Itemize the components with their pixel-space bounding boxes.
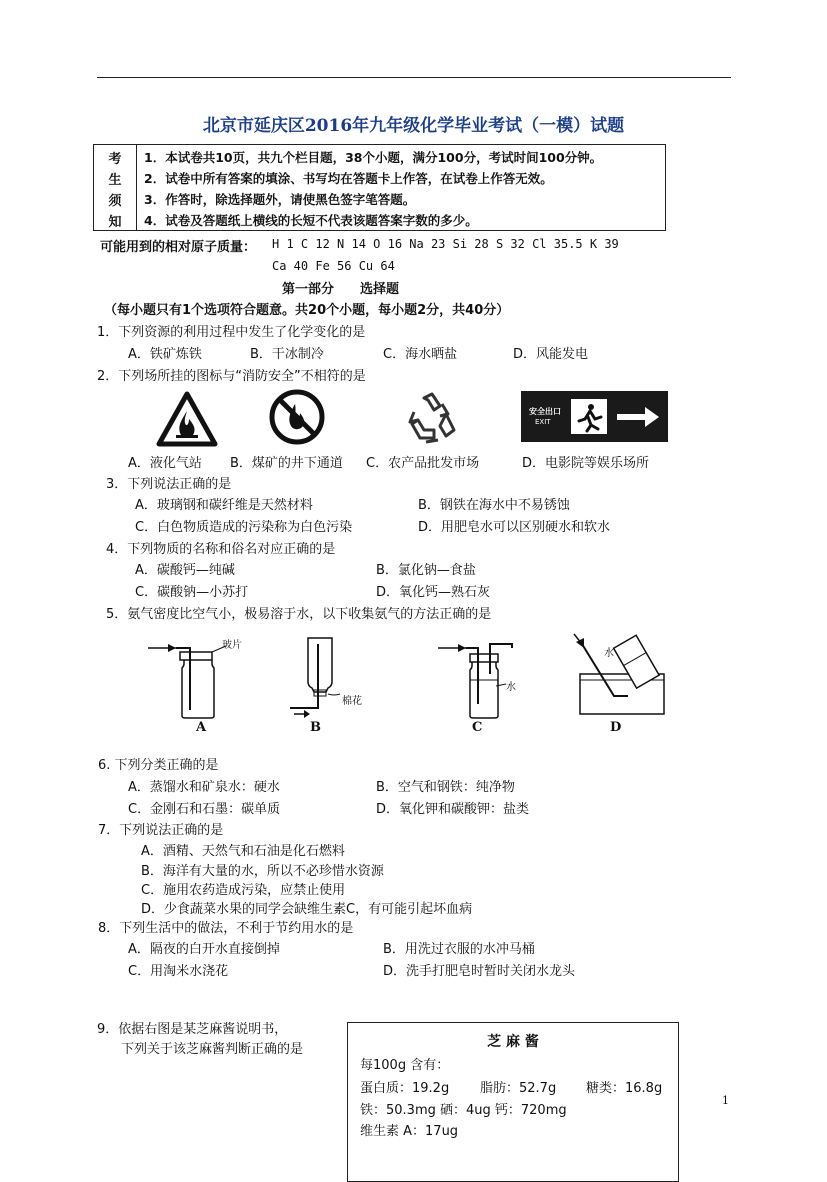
apparatus-d-note: 水 [604,648,614,659]
q5-stem: 5．氨气密度比空气小，极易溶于水，以下收集氨气的方法正确的是 [106,607,492,622]
q1-option-b: B．干冰制冷 [250,347,324,362]
label-vitamin-a: 维生素 A：17ug [360,1124,459,1139]
label-minerals: 铁：50.3mg 硒：4ug 钙：720mg [360,1103,567,1118]
gas-collection-apparatus-c [432,634,532,724]
apparatus-c-letter: C [472,720,483,735]
q4-option-a: A．碳酸钙—纯碱 [135,563,235,578]
label-per-100g: 每100g 含有： [360,1058,450,1073]
q8-option-c: C．用淘米水浇花 [128,964,229,979]
atomic-mass-line-2: Ca 40 Fe 56 Cu 64 [272,259,395,273]
apparatus-d-letter: D [610,720,622,735]
notice-line: 2．试卷中所有答案的填涂、书写均在答题卡上作答，在试卷上作答无效。 [144,171,553,186]
notice-line: 3．作答时，除选择题外，请使黑色签字笔答题。 [144,192,416,207]
notice-side-label [94,145,137,230]
no-open-flame-icon [268,388,326,446]
q3-stem: 3．下列说法正确的是 [106,477,232,492]
q4-option-d: D．氧化钙—熟石灰 [376,585,491,600]
exit-sign-en-text: EXIT [535,418,551,426]
atomic-mass-label: 可能用到的相对原子质量： [100,240,257,255]
q9-stem-line-2: 下列关于该芝麻酱判断正确的是 [121,1042,304,1057]
q8-option-b: B．用洗过衣服的水冲马桶 [383,942,535,957]
label-carbohydrate: 糖类：16.8g [586,1081,663,1096]
exit-sign-cn-text: 安全出口 [529,407,561,416]
apparatus-b-note: 棉花 [342,696,362,707]
q9-stem-line-1: 9．依据右图是某芝麻酱说明书， [97,1022,288,1037]
label-protein: 蛋白质：19.2g [360,1081,450,1096]
safety-exit-sign-icon [521,391,668,442]
q7-option-b: B．海洋有大量的水，所以不必珍惜水资源 [141,864,384,879]
q6-option-d: D．氧化钾和碳酸钾：盐类 [376,802,530,817]
q7-option-a: A．酒精、天然气和石油是化石燃料 [141,844,345,859]
q2-option-b: B．煤矿的井下通道 [230,456,343,471]
gas-collection-apparatus-d [570,630,670,720]
candidate-notice-box [93,144,666,231]
notice-line: 4．试卷及答题纸上横线的长短不代表该题答案字数的多少。 [144,213,478,228]
sesame-paste-label-box [347,1022,679,1182]
apparatus-a-letter: A [196,720,207,735]
q2-option-a: A．液化气站 [128,456,202,471]
notice-side-char: 须 [108,194,122,209]
page-number: 1 [722,1094,729,1107]
q7-option-d: D．少食蔬菜水果的同学会缺维生素C，有可能引起坏血病 [141,902,473,917]
q8-stem: 8．下列生活中的做法，不利于节约用水的是 [98,921,354,936]
exit-arrow-icon [615,405,661,429]
q4-option-c: C．碳酸钠—小苏打 [135,585,249,600]
gas-collection-apparatus-b [288,634,358,720]
exit-door-icon [571,399,607,434]
apparatus-c-note: 水 [506,682,516,693]
label-title: 芝 麻 酱 [487,1034,539,1050]
q1-option-a: A．铁矿炼铁 [128,347,202,362]
q6-option-a: A．蒸馏水和矿泉水：硬水 [128,780,280,795]
q3-option-d: D．用肥皂水可以区别硬水和软水 [418,520,611,535]
q1-stem: 1．下列资源的利用过程中发生了化学变化的是 [97,325,366,340]
notice-line: 1．本试卷共10页，共九个栏目题，38个小题，满分100分，考试时间100分钟。 [144,150,603,165]
q3-option-c: C．白色物质造成的污染称为白色污染 [135,520,353,535]
atomic-mass-line-1: H 1 C 12 N 14 O 16 Na 23 Si 28 S 32 Cl 35.5 K 39 [272,237,619,251]
apparatus-a-note: 玻片 [222,640,242,651]
q4-option-b: B．氯化钠—食盐 [376,563,476,578]
label-fat: 脂肪：52.7g [480,1081,557,1096]
q6-stem: 6. 下列分类正确的是 [98,758,219,773]
recycle-icon [402,390,462,446]
q1-option-d: D．风能发电 [513,347,589,362]
part1-heading: 第一部分 选择题 [282,282,400,297]
page-title: 北京市延庆区2016年九年级化学毕业考试（一模）试题 [202,116,625,136]
q2-option-c: C．农产品批发市场 [366,456,480,471]
q1-option-c: C．海水晒盐 [383,347,458,362]
q7-option-c: C．施用农药造成污染，应禁止使用 [141,883,346,898]
notice-side-char: 考 [108,152,122,167]
notice-side-char: 生 [108,173,122,188]
apparatus-b-letter: B [310,720,321,735]
part1-instruction: （每小题只有1个选项符合题意。共20个小题，每小题2分，共40分） [104,303,510,318]
header-rule [97,77,731,78]
q7-stem: 7．下列说法正确的是 [98,823,224,838]
q8-option-d: D．洗手打肥皂时暂时关闭水龙头 [383,964,576,979]
q3-option-b: B．钢铁在海水中不易锈蚀 [418,498,570,513]
q6-option-c: C．金刚石和石墨：碳单质 [128,802,281,817]
q6-option-b: B．空气和钢铁：纯净物 [376,780,515,795]
notice-side-char: 知 [108,215,122,230]
q4-stem: 4．下列物质的名称和俗名对应正确的是 [106,542,336,557]
q2-option-d: D．电影院等娱乐场所 [522,456,650,471]
q8-option-a: A．隔夜的白开水直接倒掉 [128,942,280,957]
q2-stem: 2．下列场所挂的图标与“消防安全”不相符的是 [97,369,366,384]
flammable-warning-icon [156,391,218,447]
q3-option-a: A．玻璃钢和碳纤维是天然材料 [135,498,313,513]
